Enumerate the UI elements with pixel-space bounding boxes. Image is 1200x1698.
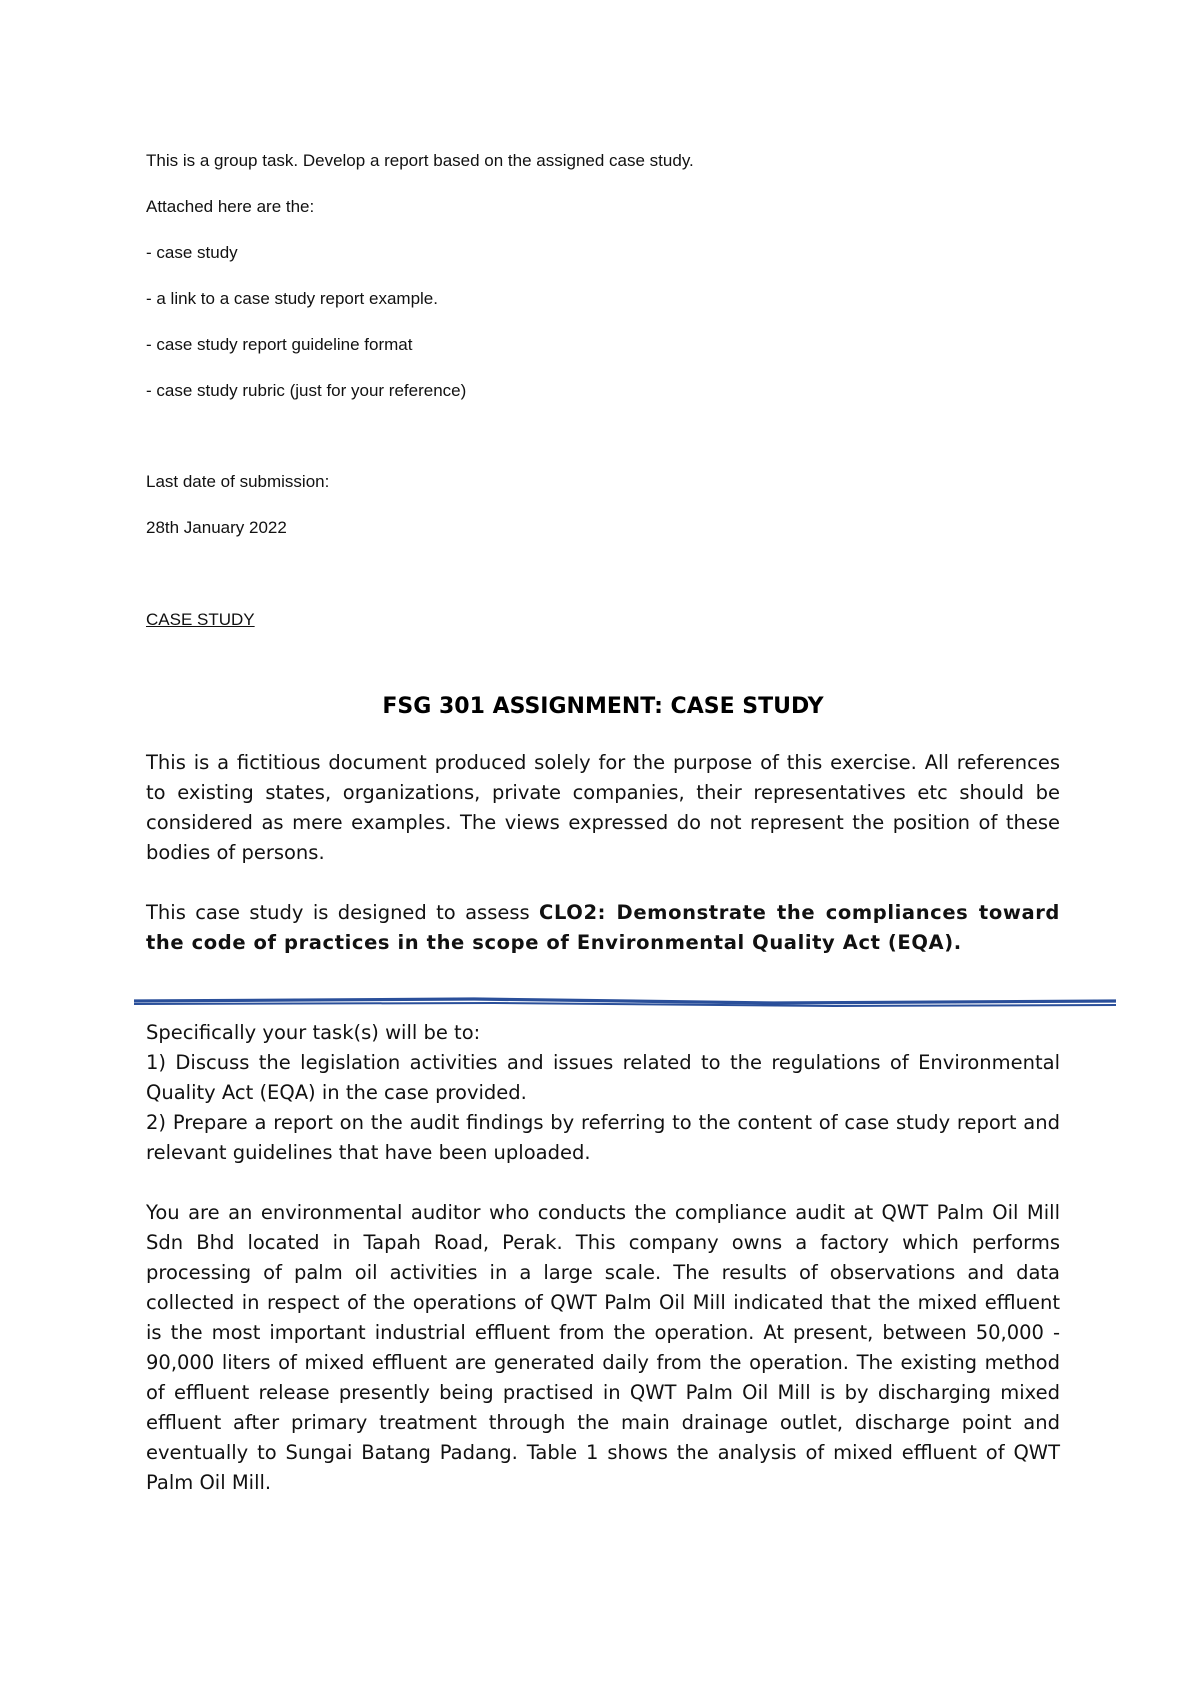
attachment-item-rubric: - case study rubric (just for your reference) — [146, 381, 467, 400]
scenario-paragraph: You are an environmental auditor who conducts the compliance audit at QWT Palm Oil Mill Sdn Bhd located in Tapah Road, Perak. This company owns a factory which performs processing of palm oil activities in a large scale. The results of observations and data collected in respect of the operations of QWT Palm Oil Mill indicated that the mixed effluent is the most important industrial effluent from the operation. At present, between 50,000 - 90,000 liters of mixed effluent are generated daily from the operation. The existing method of effluent release presently being practised in QWT Palm Oil Mill is by discharging mixed effluent after primary treatment through the main drainage outlet, discharge point and eventually to Sungai Batang Padang. Table 1 shows the analysis of mixed effluent of QWT Palm Oil Mill. — [146, 1201, 1060, 1494]
document-title: FSG 301 ASSIGNMENT: CASE STUDY — [382, 694, 824, 719]
intro-line-attached: Attached here are the: — [146, 197, 315, 216]
tasks-heading: Specifically your task(s) will be to: — [146, 1021, 481, 1044]
deadline-label: Last date of submission: — [146, 472, 330, 491]
clo-prefix: This case study is designed to assess — [146, 901, 540, 924]
clo-statement: CLO2: Demonstrate the compliances toward the code of practices in the scope of Environmental Quality Act (EQA). — [146, 901, 1060, 954]
clo-paragraph — [146, 898, 1060, 958]
case-study-link[interactable]: CASE STUDY — [146, 610, 255, 629]
intro-line-group-task: This is a group task. Develop a report based on the assigned case study. — [146, 151, 694, 170]
disclaimer-paragraph: This is a fictitious document produced solely for the purpose of this exercise. All references to existing states, organizations, private companies, their representatives etc should be considered as mere examples. The views expressed do not represent the position of these bodies of persons. — [146, 751, 1060, 864]
section-divider — [134, 997, 1116, 1011]
task-item-2: 2) Prepare a report on the audit findings by referring to the content of case study report and relevant guidelines that have been uploaded. — [146, 1111, 1060, 1164]
task-item-1: 1) Discuss the legislation activities and issues related to the regulations of Environmental Quality Act (EQA) in the case provided. — [146, 1051, 1060, 1104]
deadline-date: 28th January 2022 — [146, 518, 287, 537]
attachment-item-report-example: - a link to a case study report example. — [146, 289, 438, 308]
attachment-item-case-study: - case study — [146, 243, 238, 262]
attachment-item-guideline-format: - case study report guideline format — [146, 335, 413, 354]
